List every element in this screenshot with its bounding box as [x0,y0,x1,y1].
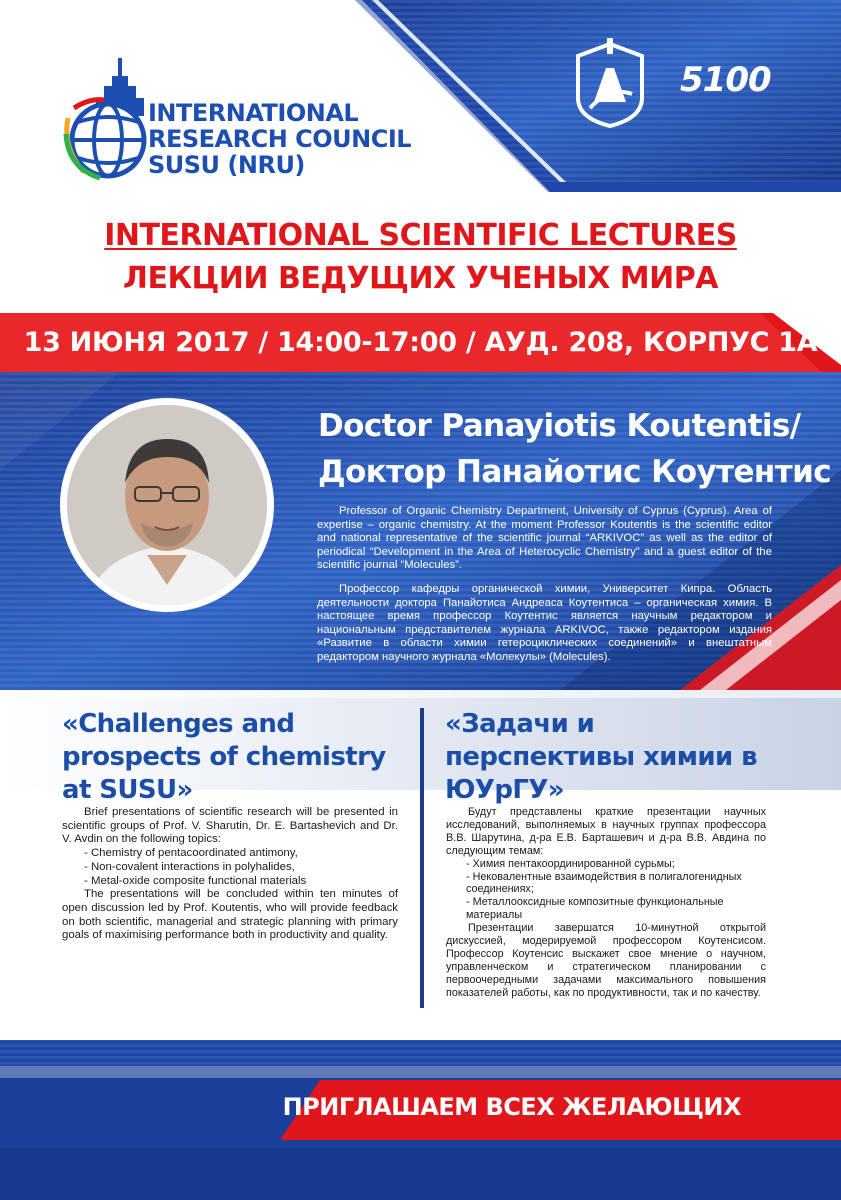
description-en [62,806,398,943]
university-emblem-icon [570,38,650,130]
title-en: INTERNATIONAL SCIENTIFIC LECTURES [104,218,737,253]
speaker-bio-ru: Профессор кафедры органической химии, Университет Кипра. Область деятельности доктора Панайотиса Андреаса Коутентиса – органическая химия. В настоящее время профессор Коутентис является научным редактором и национальным представителем журнала ARKIVOC, также редактором издания «Развитие в области химии гетероциклических соединений» и внештатным редактором научного журнала «Молекулы» (Molecules). [317,583,772,663]
description-en-outro: The presentations will be concluded within ten minutes of open discussion led by Prof. Koutentis, who will provide feedback on both scientific, managerial and strategic planning with primary goals of maximising performance both in productivity and quality. [62,888,398,942]
description-ru [446,806,766,1000]
description-en-intro: Brief presentations of scientific research will be presented in scientific groups of Prof. V. Sharutin, Dr. E. Bartashevich and Dr. V. Avdin on the following topics: [62,806,398,846]
lecture-topic-en: «Challenges and prospects of chemistry at SUSU» [62,709,386,805]
logo-text [148,100,411,178]
speaker-name-en: Doctor Panayiotis Koutentis/ [318,408,801,444]
list-item: - Металлооксидные композитные функциональные материалы [466,896,724,922]
list-item: - Нековалентные взаимодействия в полигалогенидных соединениях; [466,870,742,896]
speaker-bio-en: Professor of Organic Chemistry Department, University of Cyprus (Cyprus). Area of expertise – organic chemistry. At the moment Professor Koutentis is the scientific editor and national representative of the scientific journal “ARKIVOC” as well as the editor of periodical “Development in the Area of Heterocyclic Chemistry” and a guest editor of the scientific journal “Molecules”. [317,505,772,572]
title-ru: ЛЕКЦИИ ВЕДУЩИХ УЧЕНЫХ МИРА [123,261,718,296]
lecture-topic-ru: «Задачи и перспективы химии в ЮУрГУ» [445,709,757,805]
irc-logo [60,48,412,198]
globe-building-icon [60,48,160,198]
speaker-name [318,403,831,495]
description-ru-intro: Будут представлены краткие презентации научных исследований, выполняемых в научных группах профессора В.В. Шарутина, д-ра Е.В. Барташевич и д-ра В.В. Авдина по следующим темам: [446,806,766,857]
logo-line-3: SUSU (NRU) [148,151,305,179]
project-5100-logo: 5100 [680,60,771,100]
title-block [0,218,841,296]
description-ru-outro: Презентации завершатся 10-минутной открытой дискуссией, модерируемой профессором Коутенсисом. Профессор Коутенсис выскажет свое мнение о научном, управленческом и стратегическом планировании с первоочередными задачами максимального повышения показателей работы, как по продуктивности, так и по качеству. [446,922,766,999]
invitation-banner: ПРИГЛАШАЕМ ВСЕХ ЖЕЛАЮЩИХ [282,1093,741,1121]
column-divider [420,708,424,1008]
speaker-name-ru: Доктор Панайотис Коутентис [318,454,831,490]
event-date-location: 13 ИЮНЯ 2017 / 14:00-17:00 / АУД. 208, КОРПУС 1А [23,327,818,358]
list-item: - Chemistry of pentacoordinated antimony, [84,847,298,860]
speaker-photo [60,398,274,612]
logo-line-2: RESEARCH COUNCIL [148,125,412,153]
list-item: - Химия пентакоординированной сурьмы; [466,857,675,870]
list-item: - Metal-oxide composite functional materials [84,874,307,887]
logo-line-1: INTERNATIONAL [148,99,359,127]
speaker-portrait-icon [67,405,267,605]
list-item: - Non-covalent interactions in polyhalides, [84,860,295,873]
